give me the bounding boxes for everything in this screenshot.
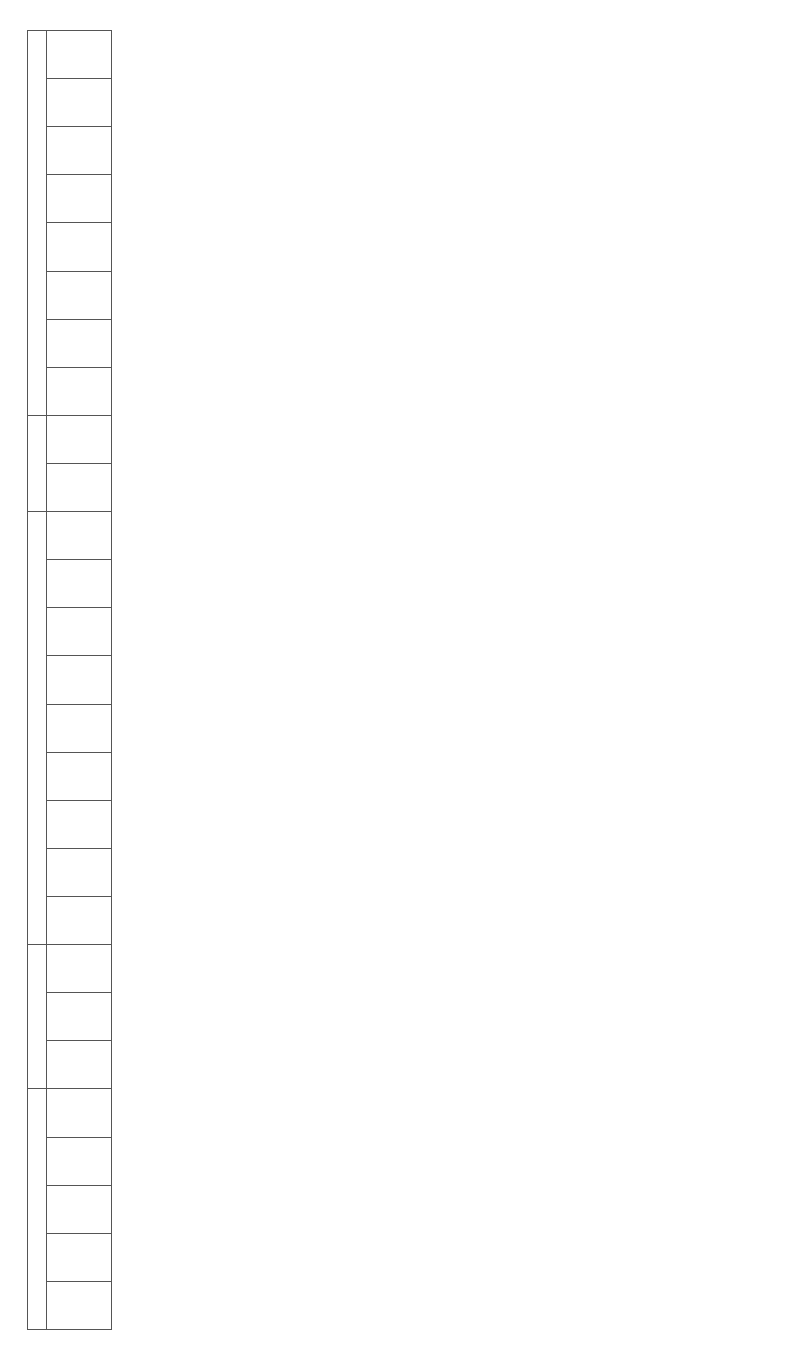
footnotes-rotated bbox=[780, 0, 800, 1340]
